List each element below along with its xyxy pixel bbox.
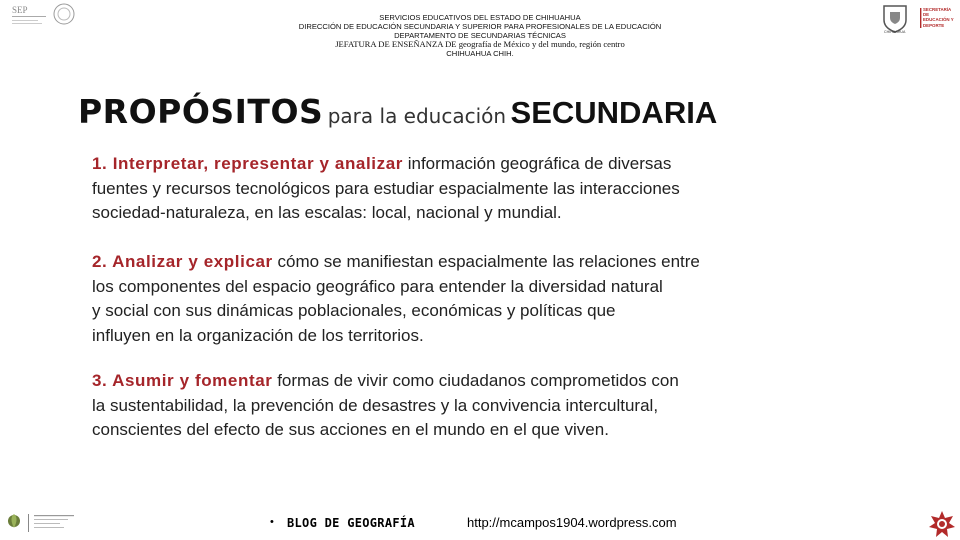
footer-bullet: •: [270, 516, 274, 528]
blog-url-link[interactable]: http://mcampos1904.wordpress.com: [467, 515, 677, 530]
purpose-2: [92, 250, 852, 348]
purpose-1-line-3: sociedad-naturaleza, en las escalas: local, nacional y mundial.: [92, 203, 562, 222]
purpose-1-line-2: fuentes y recursos tecnológicos para estudiar espacialmente las interacciones: [92, 178, 680, 198]
purpose-3-line-1: [92, 369, 852, 394]
purpose-1-line-1: [92, 152, 852, 177]
header-line-4: JEFATURA DE ENSEÑANZA DE geografía de México y del mundo, región centro: [335, 39, 625, 49]
header-line-5: CHIHUAHUA CHIH.: [446, 49, 514, 58]
purpose-3-text-1: formas de vivir como ciudadanos comprometidos con: [272, 371, 679, 390]
title-secundaria: SECUNDARIA: [510, 95, 718, 130]
header-line-3: DEPARTAMENTO DE SECUNDARIAS TÉCNICAS: [394, 31, 566, 40]
purpose-1-text-1: información geográfica de diversas: [403, 154, 672, 173]
sep-logo-text: SEP: [12, 5, 28, 15]
purpose-2-line-2: los componentes del espacio geográfico para entender la diversidad natural: [92, 276, 663, 296]
seyd-logo: [880, 2, 956, 34]
purpose-3: [92, 369, 852, 443]
purpose-2-line-1: [92, 250, 852, 275]
seal-caption: CHIHUAHUA: [884, 30, 906, 34]
title-propositos: PROPÓSITOS: [78, 92, 324, 131]
header-line-2: DIRECCIÓN DE EDUCACIÓN SECUNDARIA Y SUPERIOR PARA PROFESIONALES DE LA EDUCACIÓN: [298, 22, 662, 31]
blog-title: BLOG DE GEOGRAFÍA: [287, 516, 415, 530]
mexico-seal-icon: [54, 4, 74, 24]
seyd-logo-text: SECRETARÍA DE EDUCACIÓN Y DEPORTE: [923, 7, 954, 28]
purpose-3-lead: 3. Asumir y fomentar: [92, 371, 273, 390]
purpose-2-text-1: cómo se manifiestan espacialmente las relaciones entre: [272, 252, 700, 271]
purpose-2-lead: 2. Analizar y explicar: [92, 252, 273, 271]
school-emblem-icon: [928, 510, 956, 538]
purpose-3-line-2: la sustentabilidad, la prevención de desastres y la convivencia intercultural,: [92, 395, 659, 415]
institution-header: [280, 13, 680, 58]
purpose-1: [92, 152, 852, 226]
header-line-1: SERVICIOS EDUCATIVOS DEL ESTADO DE CHIHUAHUA: [379, 13, 581, 22]
purpose-1-lead: 1. Interpretar, representar y analizar: [92, 154, 403, 173]
purpose-2-line-4: influyen en la organización de los territorios.: [92, 325, 424, 345]
title-middle: para la educación: [327, 104, 507, 128]
purpose-3-line-3: conscientes del efecto de sus acciones en el mundo en el que viven.: [92, 420, 609, 439]
slide-title: [78, 92, 717, 131]
purpose-2-line-3: y social con sus dinámicas poblacionales, económicas y políticas que: [92, 301, 616, 320]
sep-logo: [8, 2, 78, 32]
bottom-left-logo: [6, 508, 86, 536]
